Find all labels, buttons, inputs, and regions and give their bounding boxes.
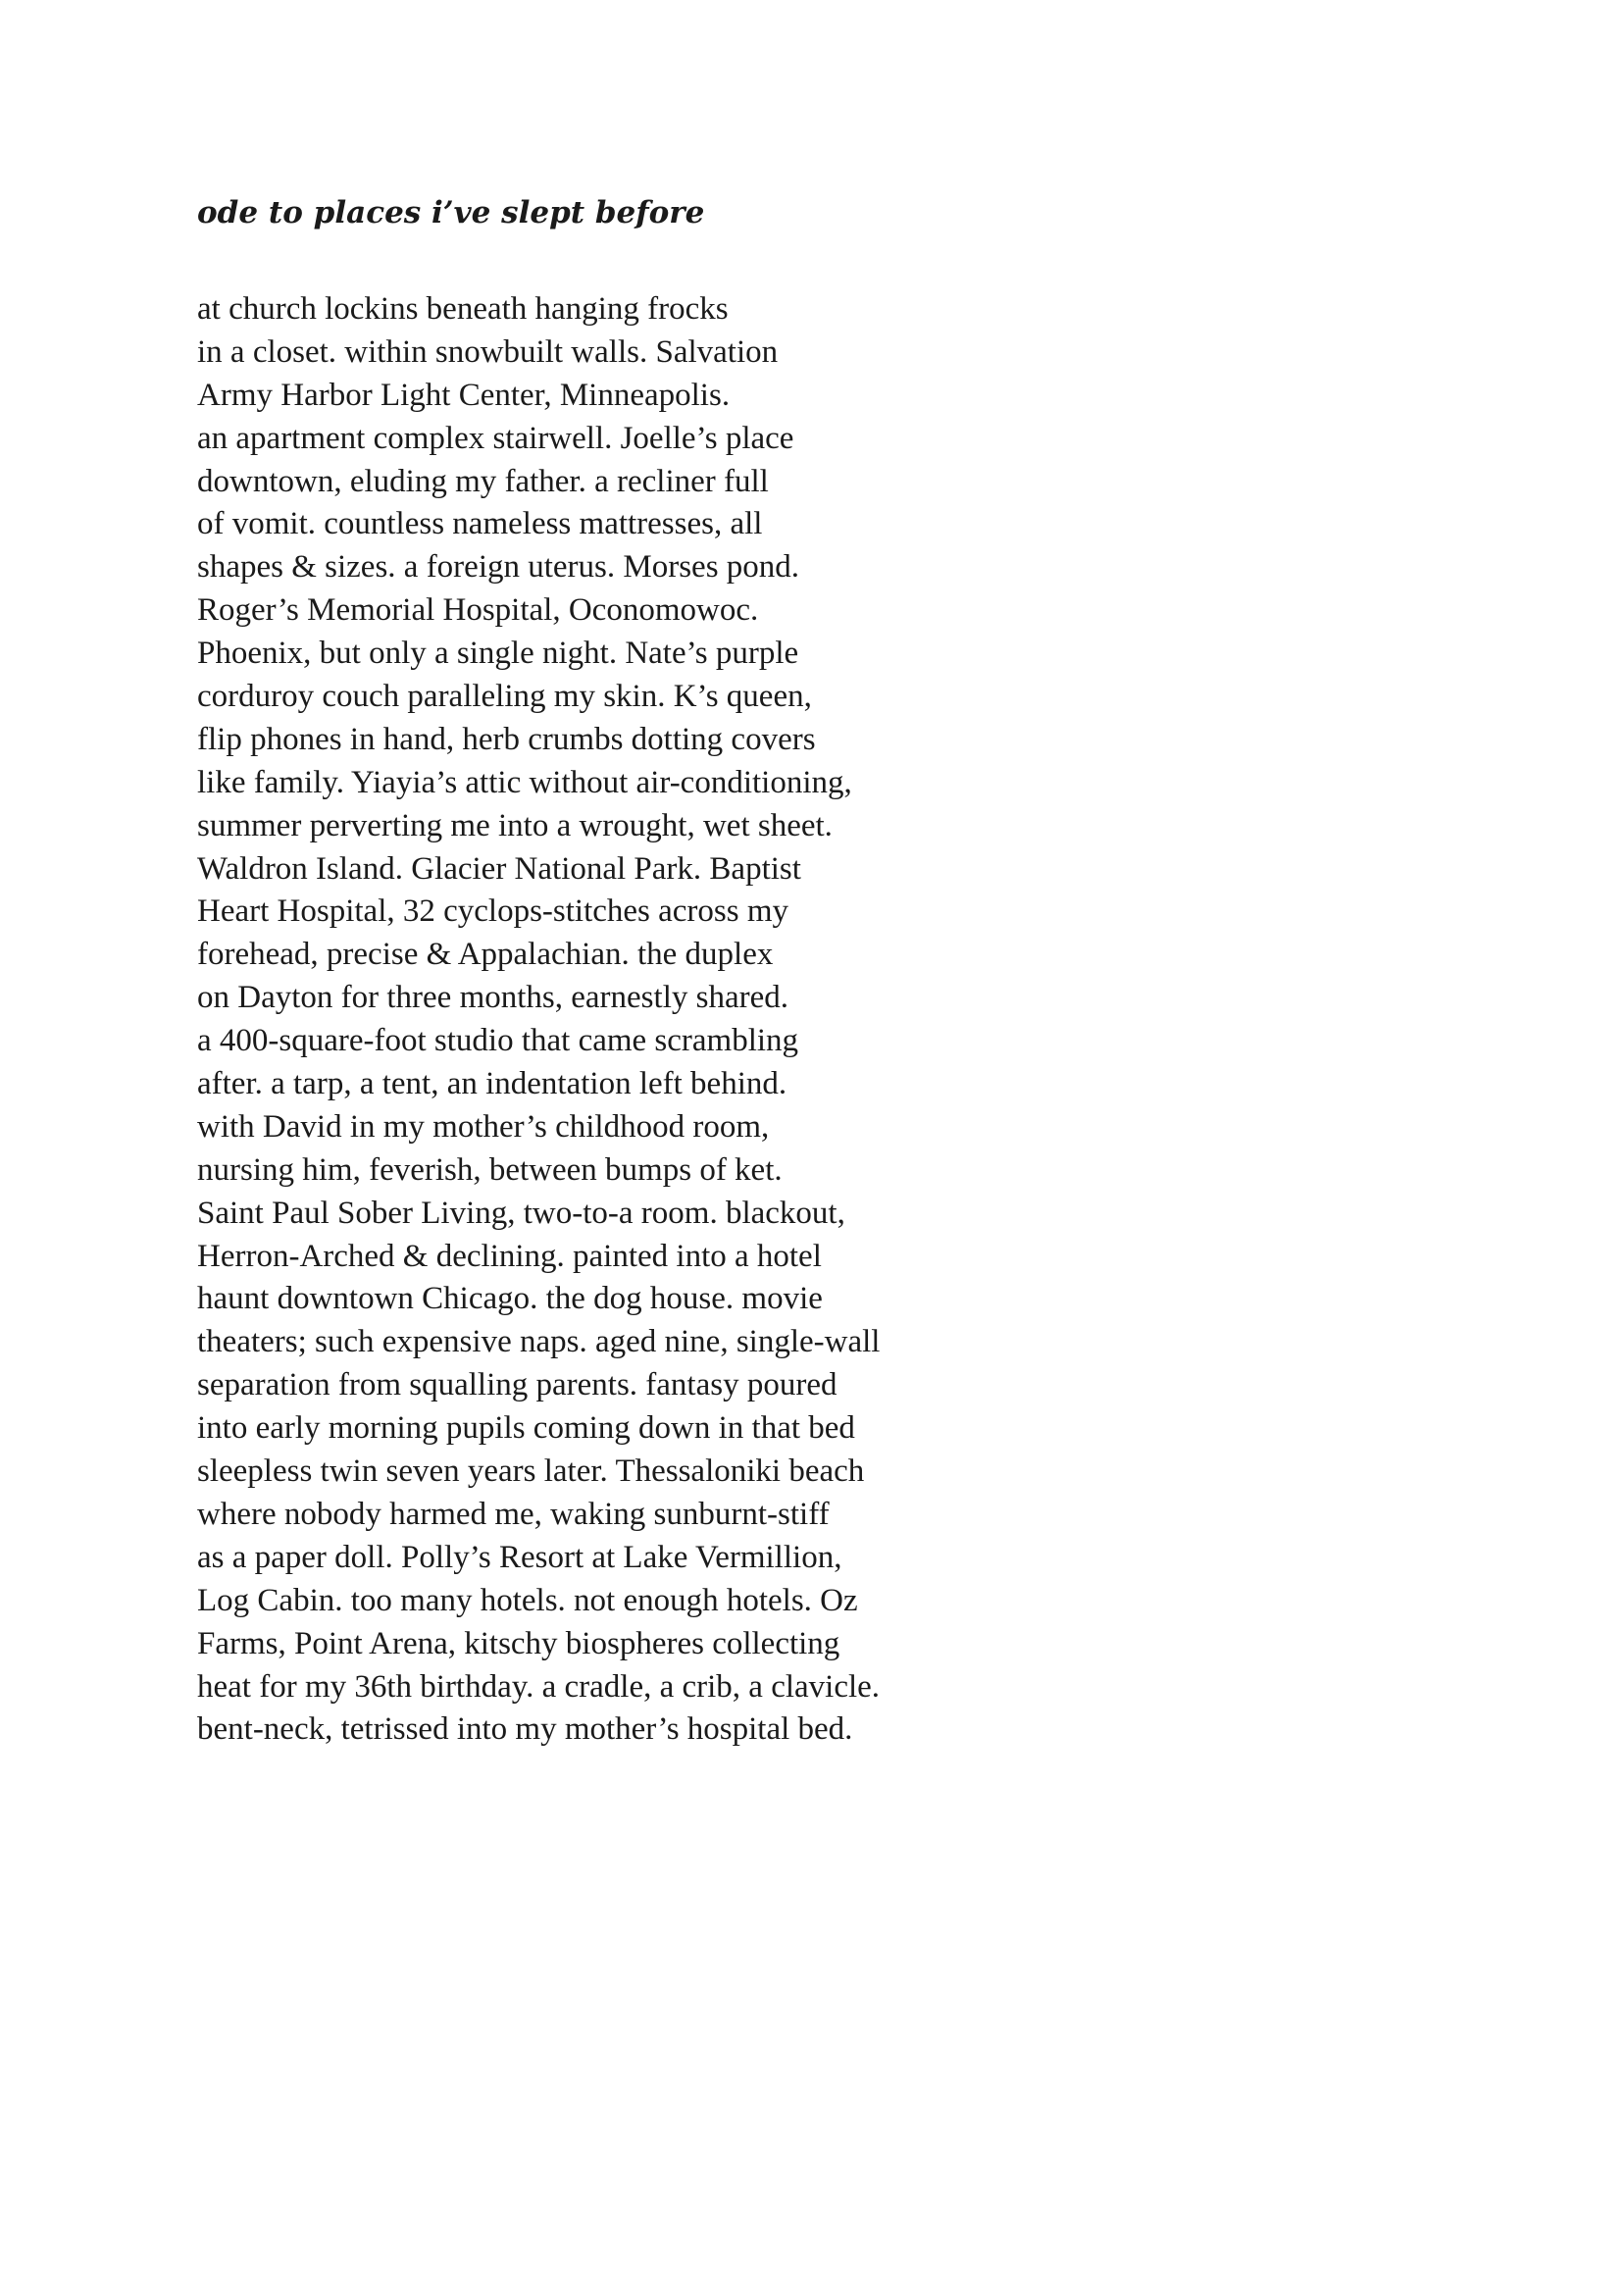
- poem-line: Log Cabin. too many hotels. not enough hotels. Oz: [197, 1582, 858, 1618]
- poem-line: as a paper doll. Polly’s Resort at Lake Vermillion,: [197, 1539, 842, 1575]
- poem-line: of vomit. countless nameless mattresses, all: [197, 506, 763, 542]
- poem-line: Farms, Point Arena, kitschy biospheres collecting: [197, 1625, 840, 1661]
- poem-line: Heart Hospital, 32 cyclops-stitches across my: [197, 893, 789, 930]
- poem-line: in a closet. within snowbuilt walls. Salvation: [197, 333, 779, 370]
- poem-line: sleepless twin seven years later. Thessaloniki beach: [197, 1453, 865, 1490]
- poem-line: nursing him, feverish, between bumps of ket.: [197, 1151, 783, 1188]
- poem-line: summer perverting me into a wrought, wet sheet.: [197, 807, 833, 843]
- poem-line: Phoenix, but only a single night. Nate’s purple: [197, 636, 799, 672]
- poem-line: after. a tarp, a tent, an indentation left behind.: [197, 1066, 787, 1102]
- poem-line: separation from squalling parents. fantasy poured: [197, 1367, 837, 1403]
- poem-line: theaters; such expensive naps. aged nine, single-wall: [197, 1324, 881, 1360]
- poem-line: corduroy couch paralleling my skin. K’s queen,: [197, 679, 812, 715]
- poem-title: ode to places i’ve slept before: [197, 195, 705, 230]
- poem-line: with David in my mother’s childhood room,: [197, 1108, 770, 1145]
- poem-line: at church lockins beneath hanging frocks: [197, 291, 729, 327]
- poem-line: on Dayton for three months, earnestly shared.: [197, 980, 788, 1016]
- poem-line: heat for my 36th birthday. a cradle, a crib, a clavicle.: [197, 1668, 881, 1705]
- poem-line: Waldron Island. Glacier National Park. Baptist: [197, 850, 801, 887]
- poem-line: downtown, eluding my father. a recliner full: [197, 463, 769, 499]
- poem-body: [197, 288, 880, 1752]
- poem-line: Saint Paul Sober Living, two-to-a room. blackout,: [197, 1195, 845, 1231]
- poem-line: Roger’s Memorial Hospital, Oconomowoc.: [197, 592, 759, 629]
- poem-line: Herron-Arched & declining. painted into a hotel: [197, 1238, 822, 1274]
- poem-line: like family. Yiayia’s attic without air-conditioning,: [197, 764, 852, 800]
- poem-line: flip phones in hand, herb crumbs dotting covers: [197, 721, 816, 757]
- poem-line: haunt downtown Chicago. the dog house. movie: [197, 1281, 823, 1317]
- poem-line: forehead, precise & Appalachian. the duplex: [197, 937, 774, 973]
- poem-line: shapes & sizes. a foreign uterus. Morses pond.: [197, 549, 800, 586]
- poem-line: Army Harbor Light Center, Minneapolis.: [197, 377, 731, 413]
- poem-line: bent-neck, tetrissed into my mother’s hospital bed.: [197, 1711, 853, 1748]
- poem-line: a 400-square-foot studio that came scrambling: [197, 1023, 799, 1059]
- poem-line: an apartment complex stairwell. Joelle’s place: [197, 420, 794, 456]
- poem-line: into early morning pupils coming down in that bed: [197, 1410, 855, 1447]
- poem-line: where nobody harmed me, waking sunburnt-stiff: [197, 1496, 830, 1532]
